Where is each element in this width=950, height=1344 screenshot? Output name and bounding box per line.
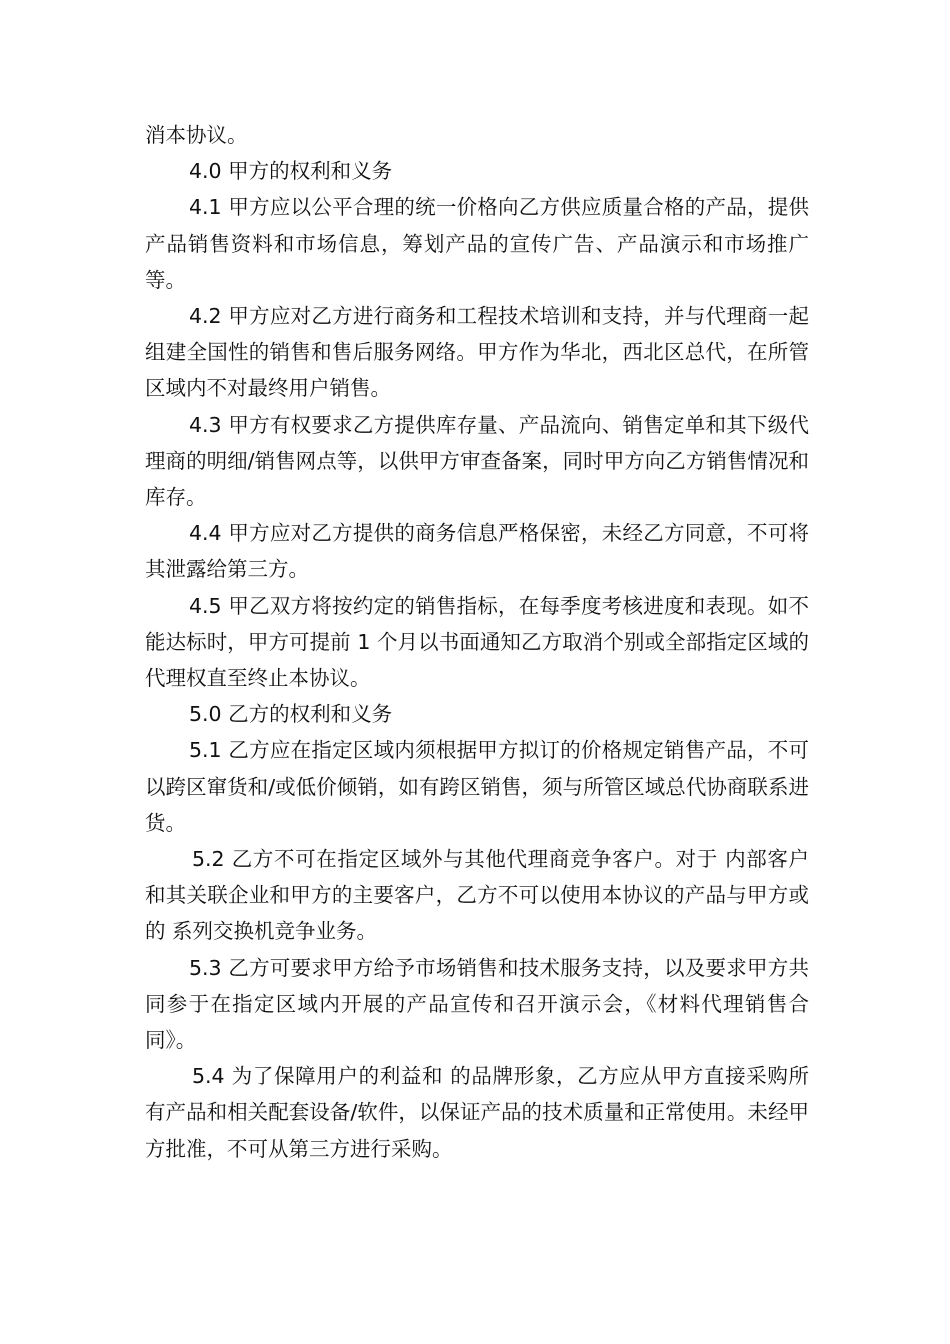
clause-4-1: 4.1 甲方应以公平合理的统一价格向乙方供应质量合格的产品，提供产品销售资料和市场信息，筹划产品的宣传广告、产品演示和市场推广等。 [145,195,809,292]
clause-5-3: 5.3 乙方可要求甲方给予市场销售和技术服务支持，以及要求甲方共同参于在指定区域内开展的产品宣传和召开演示会，《材料代理销售合同》。 [145,955,809,1053]
clause-5-1: 5.1 乙方应在指定区域内须根据甲方拟订的价格规定销售产品，不可以跨区窜货和/或低价倾销，如有跨区销售，须与所管区域总代协商联系进货。 [145,738,809,835]
clause-4-4: 4.4 甲方应对乙方提供的商务信息严格保密，未经乙方同意，不可将其泄露给第三方。 [145,521,809,582]
clause-4-5: 4.5 甲乙双方将按约定的销售指标，在每季度考核进度和表现。如不能达标时，甲方可提前 1 个月以书面通知乙方取消个别或全部指定区域的代理权直至终止本协议。 [145,593,809,691]
clause-5-4: 5.4 为了保障用户的利益和 的品牌形象，乙方应从甲方直接采购所有产品和相关配套设备/软件，以保证产品的技术质量和正常使用。未经甲方批准，不可从第三方进行采购。 [145,1064,809,1161]
paragraph-continuation: 消本协议。 [145,123,248,147]
section-heading-5-0: 5.0 乙方的权利和义务 [189,702,393,727]
document-page [145,117,809,1167]
section-heading-4-0: 4.0 甲方的权利和义务 [189,159,393,184]
clause-4-3: 4.3 甲方有权要求乙方提供库存量、产品流向、销售定单和其下级代理商的明细/销售网点等，以供甲方审查备案，同时甲方向乙方销售情况和库存。 [145,412,809,510]
clause-5-2: 5.2 乙方不可在指定区域外与其他代理商竞争客户。对于 内部客户和其关联企业和甲方的主要客户，乙方不可以使用本协议的产品与甲方或 的 系列交换机竞争业务。 [145,847,809,944]
clause-4-2: 4.2 甲方应对乙方进行商务和工程技术培训和支持，并与代理商一起组建全国性的销售和售后服务网络。甲方作为华北，西北区总代，在所管区域内不对最终用户销售。 [145,304,809,401]
